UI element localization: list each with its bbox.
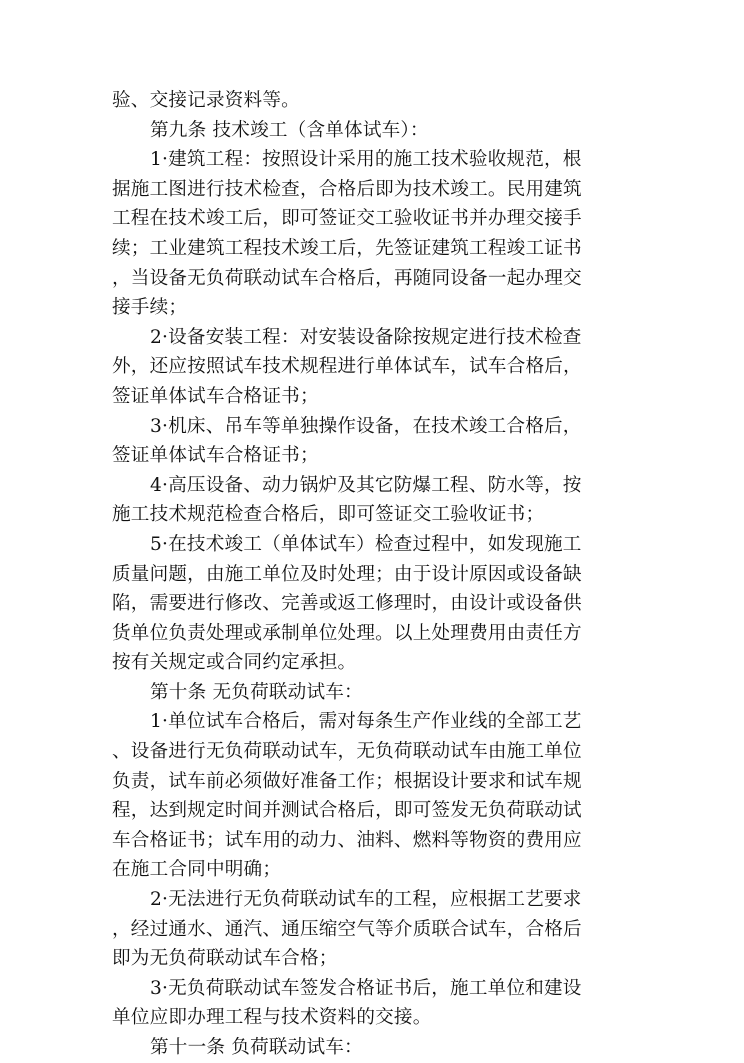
text-line: 负责，试车前必须做好准备工作；根据设计要求和试车规 [112,770,582,792]
text-line: 施工技术规范检查合格后，即可签证交工验收证书； [112,504,545,526]
text-line: 2·设备安装工程：对安装设备除按规定进行技术检查 [150,326,582,348]
text-line: 3·机床、吊车等单独操作设备，在技术竣工合格后， [150,415,582,437]
text-line: 据施工图进行技术检查，合格后即为技术竣工。民用建筑 [112,178,582,200]
text-line: 质量问题，由施工单位及时处理；由于设计原因或设备缺 [112,563,582,585]
text-line: 即为无负荷联动试车合格； [112,948,338,970]
text-line: 车合格证书；试车用的动力、油料、燃料等物资的费用应 [112,829,582,851]
text-line: 第十一条 负荷联动试车： [150,1037,363,1058]
text-line: 1·建筑工程：按照设计采用的施工技术验收规范，根 [150,149,582,171]
text-line: 货单位负责处理或承制单位处理。以上处理费用由责任方 [112,622,582,644]
text-line: 第十条 无负荷联动试车： [150,681,363,703]
text-line: 5·在技术竣工（单体试车）检查过程中，如发现施工 [150,533,582,555]
document-body [112,86,632,1063]
text-line: 外，还应按照试车技术规程进行单体试车，试车合格后， [112,356,582,378]
text-line: 程，达到规定时间并测试合格后，即可签发无负荷联动试 [112,800,582,822]
text-line: 单位应即办理工程与技术资料的交接。 [112,1007,432,1029]
text-line: 续；工业建筑工程技术竣工后，先签证建筑工程竣工证书 [112,237,582,259]
text-line: 签证单体试车合格证书； [112,445,319,467]
text-line: 在施工合同中明确； [112,859,282,881]
text-line: 陷，需要进行修改、完善或返工修理时，由设计或设备供 [112,593,582,615]
text-line: 2·无法进行无负荷联动试车的工程，应根据工艺要求 [150,889,582,911]
text-line: 验、交接记录资料等。 [112,90,300,111]
text-line: 第九条 技术竣工（含单体试车）： [150,119,429,141]
text-line: 按有关规定或合同约定承担。 [112,652,357,674]
text-line: 接手续； [112,297,188,319]
text-line: 4·高压设备、动力锅炉及其它防爆工程、防水等，按 [150,474,582,496]
text-line: ，当设备无负荷联动试车合格后，再随同设备一起办理交 [112,267,582,289]
text-line: 工程在技术竣工后，即可签证交工验收证书并办理交接手 [112,208,582,230]
text-line: ，经过通水、通汽、通压缩空气等介质联合试车，合格后 [112,918,582,940]
text-line: 签证单体试车合格证书； [112,385,319,407]
text-line: 、设备进行无负荷联动试车，无负荷联动试车由施工单位 [112,741,582,763]
text-line: 3·无负荷联动试车签发合格证书后，施工单位和建设 [150,977,582,999]
text-line: 1·单位试车合格后，需对每条生产作业线的全部工艺 [150,711,582,733]
